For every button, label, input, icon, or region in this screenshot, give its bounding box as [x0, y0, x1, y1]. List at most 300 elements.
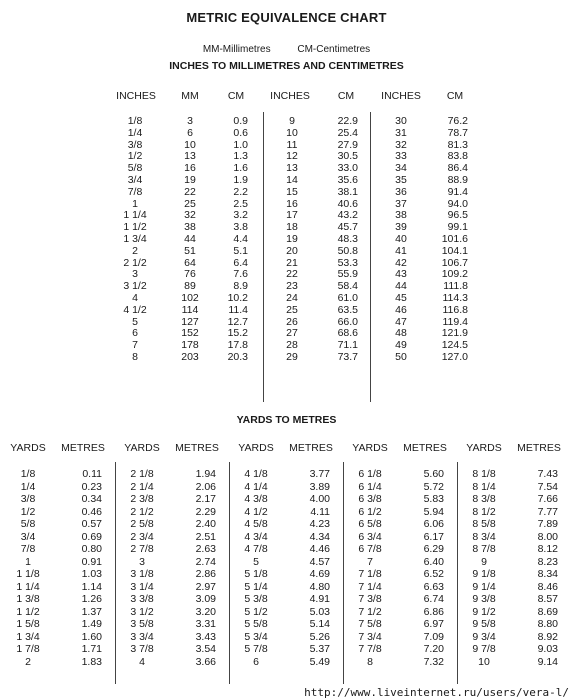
table-cell: 26 — [286, 315, 298, 328]
table-cell: 8.00 — [537, 530, 558, 543]
table-cell: 7.09 — [423, 630, 444, 643]
table-cell: 4.11 — [310, 505, 330, 518]
table-cell: 5.94 — [423, 505, 444, 518]
table-cell: 3 1/2 — [123, 280, 147, 293]
header-yards: YARDS — [10, 442, 46, 454]
table-cell: 7 3/4 — [358, 630, 382, 643]
table-cell: 5 7/8 — [244, 643, 268, 655]
table-cell: 1 3/4 — [123, 232, 147, 245]
table-cell: 3.89 — [309, 480, 330, 493]
table-cell: 178 — [181, 339, 199, 352]
table-cell: 29 — [286, 350, 298, 363]
table-cell: 5.49 — [309, 655, 330, 668]
table-cell: 6.86 — [423, 605, 444, 618]
table-cell: 6.06 — [423, 518, 444, 530]
table-cell: 3.66 — [195, 655, 216, 668]
table-cell: 6 3/4 — [358, 530, 382, 543]
table-cell: 5/8 — [20, 518, 36, 530]
table-cell: 104.1 — [441, 244, 468, 257]
table-cell: 18 — [286, 221, 298, 234]
table-cell: 106.7 — [441, 256, 468, 269]
table-cell: 0.23 — [81, 480, 102, 493]
table-cell: 1 1/2 — [16, 605, 40, 618]
metres-column — [398, 468, 444, 668]
table-cell: 15 — [286, 185, 298, 198]
table-cell: 27 — [286, 327, 298, 340]
table-cell: 1 1/2 — [123, 221, 147, 234]
inches-column-1 — [110, 116, 160, 364]
table-cell: 89 — [184, 280, 196, 293]
abbreviations — [0, 44, 573, 55]
table-cell: 6.17 — [423, 530, 444, 543]
table-cell: 3 1/8 — [130, 568, 154, 580]
table-cell: 4.80 — [309, 580, 330, 593]
table-cell: 3/4 — [20, 530, 36, 543]
table-cell: 4 3/4 — [244, 530, 268, 543]
table-cell: 1/8 — [20, 468, 36, 480]
table-cell: 3 7/8 — [130, 643, 154, 655]
table-cell: 1.0 — [233, 138, 248, 151]
table-cell: 5 — [253, 555, 259, 568]
table-cell: 1/2 — [127, 150, 143, 163]
table-cell: 21 — [286, 256, 298, 269]
table-cell: 0.6 — [233, 126, 248, 139]
table-cell: 1 3/4 — [16, 630, 40, 643]
table-cell: 15.2 — [227, 327, 248, 340]
table-cell: 5.1 — [233, 244, 248, 257]
table-cell: 8 3/8 — [472, 493, 496, 505]
table-cell: 14 — [286, 173, 298, 186]
table-cell: 1 — [25, 555, 31, 568]
table-cell: 6 — [187, 126, 193, 139]
table-cell: 5.26 — [309, 630, 330, 643]
yards-divider — [343, 462, 344, 684]
header-inches-2: INCHES — [270, 90, 310, 102]
table-cell: 8.46 — [537, 580, 558, 593]
table-cell: 6.52 — [423, 568, 444, 580]
table-cell: 6.4 — [233, 256, 248, 269]
table-cell: 3.20 — [195, 605, 216, 618]
table-cell: 32 — [395, 138, 407, 151]
table-cell: 8.92 — [537, 630, 558, 643]
table-cell: 22 — [286, 268, 298, 281]
table-cell: 6.63 — [423, 580, 444, 593]
table-cell: 4.57 — [309, 555, 330, 568]
table-cell: 4.46 — [309, 543, 330, 555]
table-cell: 16 — [286, 197, 298, 210]
table-cell: 4 1/2 — [244, 505, 268, 518]
table-cell: 35.6 — [337, 173, 358, 186]
table-cell: 33 — [395, 150, 407, 163]
table-cell: 99.1 — [447, 221, 468, 234]
table-cell: 5 1/4 — [244, 580, 268, 593]
table-cell: 30 — [395, 115, 407, 127]
table-cell: 22.9 — [337, 115, 358, 127]
table-cell: 11 — [286, 138, 298, 151]
table-cell: 7 1/2 — [358, 605, 382, 618]
inches-section-title: INCHES TO MILLIMETRES AND CENTIMETRES — [169, 60, 404, 72]
table-cell: 8 — [132, 350, 138, 363]
table-cell: 6.74 — [423, 593, 444, 605]
table-cell: 20 — [286, 244, 298, 257]
table-cell: 2 1/4 — [130, 480, 154, 493]
table-cell: 7.20 — [423, 643, 444, 655]
table-cell: 8.80 — [537, 618, 558, 630]
cm-column-1 — [214, 116, 248, 364]
table-cell: 7.77 — [537, 505, 558, 518]
table-cell: 1.49 — [81, 618, 102, 630]
yards-column — [462, 468, 506, 668]
table-cell: 44 — [395, 280, 407, 293]
table-cell: 13 — [184, 150, 196, 163]
table-cell: 43 — [395, 268, 407, 281]
table-cell: 2.40 — [195, 518, 216, 530]
mm-abbreviation: MM-Millimetres — [202, 44, 271, 55]
table-cell: 6 7/8 — [358, 543, 382, 555]
table-cell: 5.83 — [423, 493, 444, 505]
table-cell: 50.8 — [337, 244, 358, 257]
cm-column-3 — [426, 116, 468, 364]
table-cell: 24 — [286, 291, 298, 304]
table-cell: 96.5 — [447, 209, 468, 222]
table-cell: 1/8 — [127, 115, 143, 127]
table-cell: 51 — [184, 244, 196, 257]
table-cell: 7/8 — [127, 185, 143, 198]
table-cell: 61.0 — [337, 291, 358, 304]
table-cell: 81.3 — [447, 138, 468, 151]
table-cell: 7 5/8 — [358, 618, 382, 630]
table-cell: 8.69 — [537, 605, 558, 618]
table-cell: 2.63 — [195, 543, 216, 555]
table-cell: 32 — [184, 209, 196, 222]
table-cell: 8.12 — [537, 543, 558, 555]
table-cell: 1.37 — [81, 605, 102, 618]
table-cell: 1.6 — [233, 162, 248, 175]
table-cell: 42 — [395, 256, 407, 269]
table-cell: 44 — [184, 232, 196, 245]
table-cell: 102 — [181, 291, 199, 304]
table-cell: 50 — [395, 350, 407, 363]
yards-column — [6, 468, 50, 668]
table-cell: 78.7 — [447, 126, 468, 139]
table-cell: 38 — [184, 221, 196, 234]
table-cell: 2 1/2 — [123, 256, 147, 269]
table-cell: 0.57 — [81, 518, 102, 530]
table-cell: 5/8 — [127, 162, 143, 175]
table-cell: 1 5/8 — [16, 618, 40, 630]
table-cell: 0.9 — [233, 115, 248, 127]
table-cell: 8.9 — [233, 280, 248, 293]
table-cell: 2.74 — [195, 555, 216, 568]
table-cell: 114 — [181, 303, 199, 316]
table-cell: 3.2 — [233, 209, 248, 222]
table-cell: 2.51 — [195, 530, 216, 543]
table-cell: 9 1/4 — [472, 580, 496, 593]
table-cell: 8 — [367, 655, 373, 668]
inches-divider-1 — [263, 112, 264, 402]
table-cell: 1.14 — [81, 580, 102, 593]
table-cell: 1.26 — [81, 593, 102, 605]
yards-divider — [457, 462, 458, 684]
table-cell: 9.03 — [537, 643, 558, 655]
header-metres: METRES — [175, 442, 219, 454]
table-cell: 48.3 — [337, 232, 358, 245]
table-cell: 86.4 — [447, 162, 468, 175]
table-cell: 0.46 — [81, 505, 102, 518]
table-cell: 5 1/2 — [244, 605, 268, 618]
table-cell: 1.83 — [81, 655, 102, 668]
table-cell: 127.0 — [441, 350, 468, 363]
table-cell: 4 7/8 — [244, 543, 268, 555]
table-cell: 4 1/2 — [123, 303, 147, 316]
table-cell: 6 — [253, 655, 259, 668]
table-cell: 124.5 — [441, 339, 468, 352]
table-cell: 17 — [286, 209, 298, 222]
table-cell: 8 3/4 — [472, 530, 496, 543]
table-cell: 9 — [289, 115, 295, 127]
table-cell: 3 1/2 — [130, 605, 154, 618]
table-cell: 20.3 — [227, 350, 248, 363]
table-cell: 101.6 — [441, 232, 468, 245]
yards-divider — [229, 462, 230, 684]
table-cell: 1.94 — [195, 468, 216, 480]
table-cell: 1 1/8 — [16, 568, 40, 580]
table-cell: 6 1/4 — [358, 480, 382, 493]
header-inches-1: INCHES — [116, 90, 156, 102]
table-cell: 8.34 — [537, 568, 558, 580]
table-cell: 38.1 — [337, 185, 358, 198]
table-cell: 45.7 — [337, 221, 358, 234]
table-cell: 152 — [181, 327, 199, 340]
header-cm-3: CM — [446, 90, 464, 102]
table-cell: 4 5/8 — [244, 518, 268, 530]
metres-column — [512, 468, 558, 668]
table-cell: 5.14 — [309, 618, 330, 630]
table-cell: 55.9 — [337, 268, 358, 281]
table-cell: 6 5/8 — [358, 518, 382, 530]
table-cell: 0.34 — [81, 493, 102, 505]
table-cell: 3 1/4 — [130, 580, 154, 593]
table-cell: 3 3/4 — [130, 630, 154, 643]
table-cell: 7.54 — [537, 480, 558, 493]
table-cell: 4.91 — [309, 593, 330, 605]
table-cell: 31 — [395, 126, 407, 139]
table-cell: 3 — [187, 115, 193, 127]
yards-column — [120, 468, 164, 668]
table-cell: 4 — [139, 655, 145, 668]
table-cell: 76.2 — [447, 115, 468, 127]
table-cell: 8 1/2 — [472, 505, 496, 518]
table-cell: 7.43 — [537, 468, 558, 480]
table-cell: 41 — [395, 244, 407, 257]
table-cell: 8.57 — [537, 593, 558, 605]
table-cell: 4 1/8 — [244, 468, 268, 480]
table-cell: 3.54 — [195, 643, 216, 655]
table-cell: 3 3/8 — [130, 593, 154, 605]
table-cell: 46 — [395, 303, 407, 316]
table-cell: 12 — [286, 150, 298, 163]
table-cell: 6.40 — [423, 555, 444, 568]
table-cell: 1/4 — [20, 480, 36, 493]
table-cell: 2 — [25, 655, 31, 668]
metres-column — [284, 468, 330, 668]
table-cell: 3.8 — [233, 221, 248, 234]
table-cell: 4 3/8 — [244, 493, 268, 505]
table-cell: 3 5/8 — [130, 618, 154, 630]
table-cell: 23 — [286, 280, 298, 293]
header-metres: METRES — [403, 442, 447, 454]
table-cell: 34 — [395, 162, 407, 175]
table-cell: 76 — [184, 268, 196, 281]
table-cell: 7.66 — [537, 493, 558, 505]
table-cell: 30.5 — [337, 150, 358, 163]
table-cell: 127 — [181, 315, 199, 328]
table-cell: 7 1/8 — [358, 568, 382, 580]
table-cell: 119.4 — [442, 315, 468, 328]
table-cell: 63.5 — [337, 303, 358, 316]
header-yards: YARDS — [466, 442, 502, 454]
table-cell: 114.3 — [442, 291, 468, 304]
table-cell: 3.43 — [195, 630, 216, 643]
table-cell: 2.2 — [233, 185, 248, 198]
table-cell: 1.71 — [81, 643, 102, 655]
table-cell: 17.8 — [227, 339, 248, 352]
table-cell: 2.29 — [195, 505, 216, 518]
table-cell: 7 — [367, 555, 373, 568]
table-cell: 4.34 — [309, 530, 330, 543]
table-cell: 2 3/8 — [130, 493, 154, 505]
table-cell: 1/4 — [127, 126, 143, 139]
table-cell: 9.14 — [537, 655, 558, 668]
table-cell: 4.23 — [309, 518, 330, 530]
table-cell: 16 — [184, 162, 196, 175]
table-cell: 9 1/8 — [472, 568, 496, 580]
cm-column-2 — [320, 116, 358, 364]
table-cell: 13 — [286, 162, 298, 175]
table-cell: 9 3/8 — [472, 593, 496, 605]
table-cell: 27.9 — [337, 138, 358, 151]
table-cell: 5.60 — [423, 468, 444, 480]
metres-column — [170, 468, 216, 668]
table-cell: 0.11 — [82, 468, 102, 480]
table-cell: 10 — [286, 126, 298, 139]
table-cell: 0.69 — [81, 530, 102, 543]
table-cell: 2.5 — [233, 197, 248, 210]
cm-abbreviation: CM-Centimetres — [297, 44, 371, 55]
table-cell: 5 5/8 — [244, 618, 268, 630]
table-cell: 91.4 — [447, 185, 468, 198]
table-cell: 49 — [395, 339, 407, 352]
table-cell: 38 — [395, 209, 407, 222]
table-cell: 7 7/8 — [358, 643, 382, 655]
table-cell: 9 7/8 — [472, 643, 496, 655]
table-cell: 109.2 — [441, 268, 468, 281]
table-cell: 5.03 — [309, 605, 330, 618]
table-cell: 71.1 — [337, 339, 358, 352]
header-yards: YARDS — [238, 442, 274, 454]
table-cell: 43.2 — [337, 209, 358, 222]
table-cell: 35 — [395, 173, 407, 186]
table-cell: 3.77 — [309, 468, 330, 480]
table-cell: 10 — [184, 138, 196, 151]
header-inches-3: INCHES — [381, 90, 421, 102]
header-metres: METRES — [517, 442, 561, 454]
table-cell: 3/8 — [20, 493, 36, 505]
table-cell: 68.6 — [337, 327, 358, 340]
table-cell: 2.17 — [195, 493, 216, 505]
table-cell: 4.69 — [309, 568, 330, 580]
table-cell: 19 — [286, 232, 298, 245]
table-cell: 7.89 — [537, 518, 558, 530]
table-cell: 116.8 — [442, 303, 468, 316]
table-cell: 6 1/2 — [358, 505, 382, 518]
inches-column-3 — [380, 116, 422, 364]
table-cell: 121.9 — [441, 327, 468, 340]
table-cell: 3/8 — [127, 138, 143, 151]
table-cell: 1.9 — [233, 173, 248, 186]
header-metres: METRES — [289, 442, 333, 454]
table-cell: 47 — [395, 315, 407, 328]
table-cell: 64 — [184, 256, 196, 269]
table-cell: 111.8 — [443, 280, 468, 293]
table-cell: 1.03 — [81, 568, 102, 580]
table-cell: 2 — [132, 244, 138, 257]
header-cm-1: CM — [227, 90, 245, 102]
table-cell: 1 3/8 — [16, 593, 40, 605]
table-cell: 7.6 — [233, 268, 248, 281]
table-cell: 83.8 — [447, 150, 468, 163]
table-cell: 0.91 — [81, 555, 102, 568]
table-cell: 6.97 — [423, 618, 444, 630]
yards-column — [348, 468, 392, 668]
table-cell: 40 — [395, 232, 407, 245]
header-yards: YARDS — [352, 442, 388, 454]
table-cell: 33.0 — [337, 162, 358, 175]
table-cell: 5.72 — [423, 480, 444, 493]
table-cell: 3.09 — [195, 593, 216, 605]
table-cell: 58.4 — [337, 280, 358, 293]
table-cell: 5 3/8 — [244, 593, 268, 605]
table-cell: 5 1/8 — [244, 568, 268, 580]
table-cell: 8 1/4 — [472, 480, 496, 493]
table-cell: 3.31 — [195, 618, 216, 630]
table-cell: 3/4 — [127, 173, 143, 186]
table-cell: 45 — [395, 291, 407, 304]
table-cell: 25 — [286, 303, 298, 316]
table-cell: 2 7/8 — [130, 543, 154, 555]
table-cell: 2 3/4 — [130, 530, 154, 543]
table-cell: 2.06 — [195, 480, 216, 493]
table-cell: 12.7 — [227, 315, 248, 328]
table-cell: 9 1/2 — [472, 605, 496, 618]
table-cell: 10 — [478, 655, 490, 668]
table-cell: 2 5/8 — [130, 518, 154, 530]
inches-column-2 — [270, 116, 314, 364]
table-cell: 1.3 — [233, 150, 248, 163]
table-cell: 39 — [395, 221, 407, 234]
table-cell: 6 1/8 — [358, 468, 382, 480]
table-cell: 7 3/8 — [358, 593, 382, 605]
table-cell: 25 — [184, 197, 196, 210]
table-cell: 1 1/4 — [123, 209, 147, 222]
table-cell: 5.37 — [309, 643, 330, 655]
table-cell: 3 — [132, 268, 138, 281]
table-cell: 4.4 — [233, 232, 248, 245]
table-cell: 1/2 — [20, 505, 36, 518]
table-cell: 7 — [132, 339, 138, 352]
table-cell: 8 1/8 — [472, 468, 496, 480]
table-cell: 3 — [139, 555, 145, 568]
